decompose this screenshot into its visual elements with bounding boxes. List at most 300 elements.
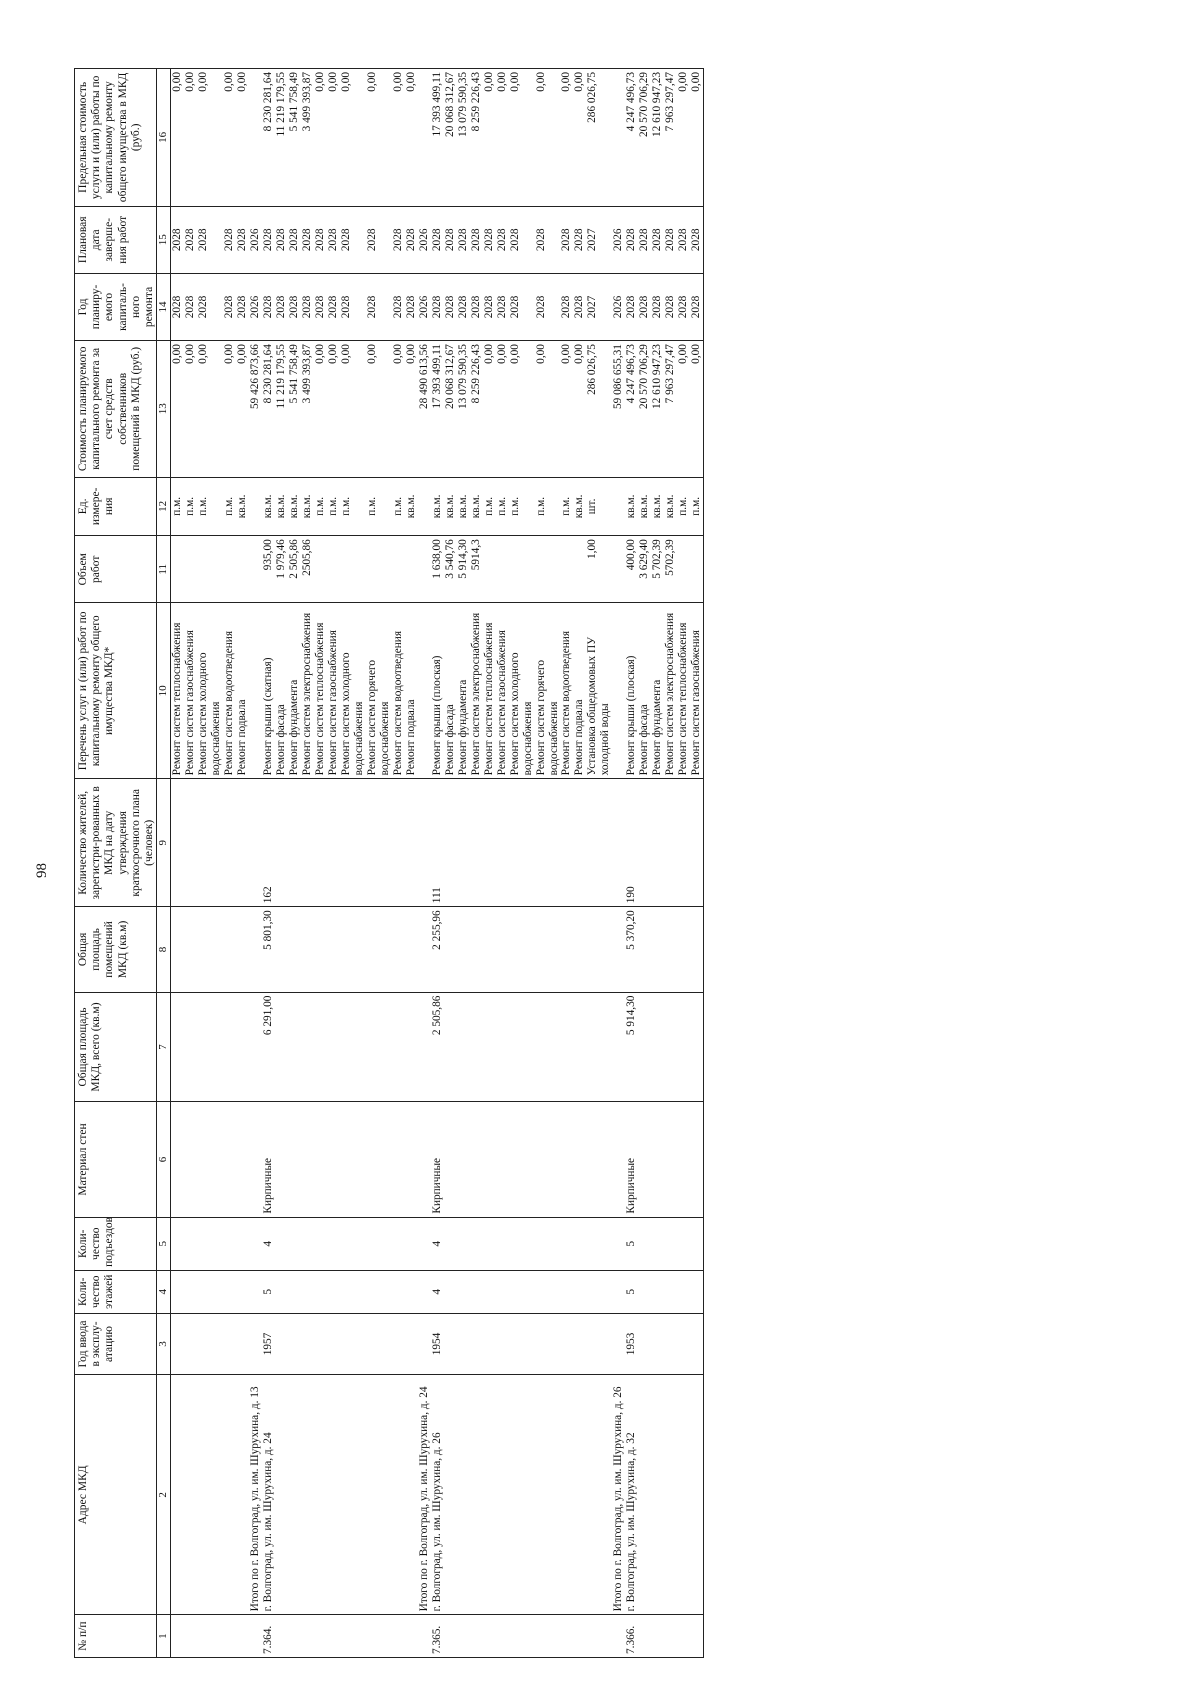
empty-cell [197, 1313, 223, 1375]
work-volume [197, 536, 223, 603]
total-label: Итого по г. Волгоград, ул. им. Шурухина, д. 24 [418, 1375, 431, 1615]
wall-material: Кирпичные [625, 1102, 638, 1217]
empty-cell [651, 1270, 664, 1313]
empty-cell [275, 1217, 288, 1270]
empty-cell [392, 1615, 405, 1658]
unit: кв.м. [651, 477, 664, 536]
empty-cell [301, 779, 314, 907]
empty-cell [638, 1375, 651, 1615]
total-end: 2026 [418, 206, 431, 273]
repair-year: 2028 [573, 273, 586, 340]
empty-cell [366, 1375, 392, 1615]
repair-year: 2028 [470, 273, 483, 340]
repair-year: 2028 [405, 273, 418, 340]
column-number: 6 [157, 1102, 171, 1217]
end-date: 2028 [327, 206, 340, 273]
empty-cell [612, 1313, 625, 1375]
work-type: Ремонт систем горячего водоснабжения [535, 603, 561, 779]
unit: кв.м. [457, 477, 470, 536]
table-row [560, 69, 573, 1658]
empty-cell [573, 1270, 586, 1313]
work-type: Ремонт крыши (скатная) [262, 603, 275, 779]
empty-cell [249, 779, 262, 907]
empty-cell [470, 1270, 483, 1313]
empty-cell [664, 1313, 677, 1375]
table-row [573, 69, 586, 1658]
unit: кв.м. [664, 477, 677, 536]
end-date: 2028 [573, 206, 586, 273]
empty-cell [612, 536, 625, 603]
empty-cell [249, 1270, 262, 1313]
empty-cell [496, 992, 509, 1102]
empty-cell [392, 1102, 405, 1217]
end-date: 2028 [340, 206, 366, 273]
cost: 4 247 496,73 [625, 341, 638, 478]
empty-cell [586, 779, 612, 907]
table-row [651, 69, 664, 1658]
table-row [690, 69, 703, 1658]
empty-cell [573, 779, 586, 907]
total-end: 2026 [249, 206, 262, 273]
work-type: Ремонт систем холодного водоснабжения [197, 603, 223, 779]
work-volume [184, 536, 197, 603]
column-header-6: Материал стен [75, 1102, 157, 1217]
total-row [418, 69, 431, 1658]
column-header-10: Перечень услуг и (или) работ по капитальному ремонту общего имущества МКД* [75, 603, 157, 779]
empty-cell [197, 907, 223, 992]
work-type: Ремонт фасада [275, 603, 288, 779]
cost: 0,00 [184, 341, 197, 478]
unit: п.м. [496, 477, 509, 536]
work-type: Ремонт систем холодного водоснабжения [340, 603, 366, 779]
area-total: 5 914,30 [625, 992, 638, 1102]
repair-year: 2028 [444, 273, 457, 340]
empty-cell [236, 1615, 249, 1658]
unit: кв.м. [262, 477, 275, 536]
empty-cell [236, 1375, 249, 1615]
empty-cell [197, 1270, 223, 1313]
limit-cost: 0,00 [223, 69, 236, 207]
empty-cell [470, 992, 483, 1102]
end-date: 2028 [392, 206, 405, 273]
empty-cell [197, 1615, 223, 1658]
work-volume: 1 638,00 [431, 536, 444, 603]
table-row [444, 69, 457, 1658]
empty-cell [392, 1270, 405, 1313]
entrances: 5 [625, 1217, 638, 1270]
column-header-9: Количество жителей, зарегистри-рованных в МКД на дату утверждения краткосрочного плана (человек) [75, 779, 157, 907]
cost: 13 079 590,35 [457, 341, 470, 478]
empty-cell [638, 1270, 651, 1313]
column-number: 3 [157, 1313, 171, 1375]
table-row [275, 69, 288, 1658]
work-type: Ремонт подвала [573, 603, 586, 779]
empty-cell [651, 992, 664, 1102]
end-date: 2028 [509, 206, 535, 273]
limit-cost: 0,00 [483, 69, 496, 207]
empty-cell [249, 1102, 262, 1217]
empty-cell [170, 1102, 183, 1217]
empty-cell [509, 1375, 535, 1615]
empty-cell [677, 1217, 690, 1270]
empty-cell [509, 907, 535, 992]
table-row [262, 69, 275, 1658]
work-volume: 5 914,30 [457, 536, 470, 603]
empty-cell [586, 992, 612, 1102]
empty-cell [612, 779, 625, 907]
table-body [170, 69, 703, 1658]
cost: 0,00 [573, 341, 586, 478]
empty-cell [314, 1313, 327, 1375]
unit: п.м. [535, 477, 561, 536]
repair-year: 2028 [677, 273, 690, 340]
total-year: 2026 [418, 273, 431, 340]
table-row [457, 69, 470, 1658]
cost: 0,00 [677, 341, 690, 478]
work-volume [405, 536, 418, 603]
empty-cell [677, 992, 690, 1102]
unit: п.м. [197, 477, 223, 536]
empty-cell [651, 1102, 664, 1217]
empty-cell [170, 1313, 183, 1375]
empty-cell [638, 779, 651, 907]
repair-year: 2028 [690, 273, 703, 340]
cost: 8 230 281,64 [262, 341, 275, 478]
column-number: 8 [157, 907, 171, 992]
empty-cell [327, 1270, 340, 1313]
empty-cell [586, 907, 612, 992]
repair-year: 2028 [483, 273, 496, 340]
table-row [301, 69, 314, 1658]
repair-year: 2028 [184, 273, 197, 340]
empty-cell [586, 1102, 612, 1217]
empty-cell [275, 1375, 288, 1615]
work-type: Ремонт систем теплоснабжения [677, 603, 690, 779]
empty-cell [301, 1270, 314, 1313]
work-volume: 2505,86 [301, 536, 314, 603]
empty-cell [366, 1615, 392, 1658]
empty-cell [236, 907, 249, 992]
repair-year: 2028 [327, 273, 340, 340]
wall-material: Кирпичные [431, 1102, 444, 1217]
work-type: Ремонт систем электроснабжения [470, 603, 483, 779]
work-volume: 5914,3 [470, 536, 483, 603]
end-date: 2028 [197, 206, 223, 273]
empty-cell [314, 992, 327, 1102]
work-volume [496, 536, 509, 603]
column-header-16: Предельная стоимость услуги и (или) работы по капитальному ремонту общего имущества в МКД (руб.) [75, 69, 157, 207]
end-date: 2028 [431, 206, 444, 273]
year-built: 1954 [431, 1313, 444, 1375]
column-number: 11 [157, 536, 171, 603]
column-header-3: Год ввода в эксплу-атацию [75, 1313, 157, 1375]
empty-cell [405, 1217, 418, 1270]
column-number: 10 [157, 603, 171, 779]
empty-cell [197, 992, 223, 1102]
repair-year: 2028 [170, 273, 183, 340]
empty-cell [288, 1102, 301, 1217]
table-row [184, 69, 197, 1658]
rotated-page [34, 68, 1174, 1658]
empty-cell [249, 536, 262, 603]
cost: 0,00 [236, 341, 249, 478]
empty-cell [573, 1102, 586, 1217]
empty-cell [457, 992, 470, 1102]
table-row [170, 69, 183, 1658]
empty-cell [509, 1313, 535, 1375]
table-row [664, 69, 677, 1658]
empty-cell [651, 1313, 664, 1375]
total-label: Итого по г. Волгоград, ул. им. Шурухина, д. 26 [612, 1375, 625, 1615]
column-header-5: Коли-чество подъездов [75, 1217, 157, 1270]
repair-year: 2028 [664, 273, 677, 340]
limit-cost: 3 499 393,87 [301, 69, 314, 207]
repair-year: 2028 [560, 273, 573, 340]
empty-cell [170, 779, 183, 907]
empty-cell [677, 1615, 690, 1658]
empty-cell [470, 1217, 483, 1270]
work-volume [677, 536, 690, 603]
empty-cell [223, 1313, 236, 1375]
empty-cell [509, 992, 535, 1102]
empty-cell [314, 907, 327, 992]
unit: п.м. [340, 477, 366, 536]
empty-cell [223, 907, 236, 992]
empty-cell [470, 1313, 483, 1375]
empty-cell [170, 907, 183, 992]
column-number: 7 [157, 992, 171, 1102]
empty-cell [690, 1375, 703, 1615]
empty-cell [249, 1313, 262, 1375]
empty-cell [690, 992, 703, 1102]
empty-cell [366, 1102, 392, 1217]
work-volume: 3 629,40 [638, 536, 651, 603]
empty-cell [573, 907, 586, 992]
empty-cell [586, 1270, 612, 1313]
empty-cell [444, 907, 457, 992]
work-type: Ремонт систем водоотведения [560, 603, 573, 779]
empty-cell [638, 1615, 651, 1658]
empty-cell [690, 779, 703, 907]
limit-cost: 0,00 [366, 69, 392, 207]
empty-cell [288, 1217, 301, 1270]
column-number: 15 [157, 206, 171, 273]
limit-cost: 7 963 297,47 [664, 69, 677, 207]
empty-cell [418, 1615, 431, 1658]
table-row [392, 69, 405, 1658]
end-date: 2028 [625, 206, 638, 273]
floors: 4 [431, 1270, 444, 1313]
empty-cell [677, 1375, 690, 1615]
end-date: 2028 [560, 206, 573, 273]
work-volume: 400,00 [625, 536, 638, 603]
table-row [509, 69, 535, 1658]
empty-cell [586, 1313, 612, 1375]
column-header-4: Коли-чество этажей [75, 1270, 157, 1313]
empty-cell [327, 1102, 340, 1217]
cost: 0,00 [340, 341, 366, 478]
cost: 20 068 312,67 [444, 341, 457, 478]
end-date: 2028 [223, 206, 236, 273]
empty-cell [288, 1375, 301, 1615]
empty-cell [457, 1313, 470, 1375]
cost: 0,00 [535, 341, 561, 478]
entrances: 4 [431, 1217, 444, 1270]
entrances: 4 [262, 1217, 275, 1270]
empty-cell [301, 992, 314, 1102]
empty-cell [184, 992, 197, 1102]
end-date: 2028 [301, 206, 314, 273]
empty-cell [418, 907, 431, 992]
empty-cell [535, 1217, 561, 1270]
work-volume: 935,00 [262, 536, 275, 603]
empty-cell [340, 1375, 366, 1615]
empty-cell [392, 907, 405, 992]
empty-cell [327, 992, 340, 1102]
column-number: 16 [157, 69, 171, 207]
empty-cell [236, 779, 249, 907]
empty-cell [184, 1313, 197, 1375]
empty-cell [366, 1217, 392, 1270]
empty-cell [457, 907, 470, 992]
empty-cell [664, 1375, 677, 1615]
empty-cell [496, 1102, 509, 1217]
empty-cell [223, 1615, 236, 1658]
limit-cost: 5 541 758,49 [288, 69, 301, 207]
empty-cell [573, 992, 586, 1102]
empty-cell [392, 992, 405, 1102]
limit-cost: 0,00 [496, 69, 509, 207]
empty-cell [483, 1270, 496, 1313]
work-type: Ремонт крыши (плоская) [625, 603, 638, 779]
work-type: Ремонт систем водоотведения [392, 603, 405, 779]
empty-cell [535, 1615, 561, 1658]
empty-cell [509, 1270, 535, 1313]
unit: п.м. [392, 477, 405, 536]
empty-cell [223, 1102, 236, 1217]
empty-cell [457, 1217, 470, 1270]
column-number: 14 [157, 273, 171, 340]
work-volume [392, 536, 405, 603]
cost: 0,00 [509, 341, 535, 478]
empty-cell [664, 779, 677, 907]
table-row [470, 69, 483, 1658]
empty-cell [418, 779, 431, 907]
limit-cost: 11 219 179,55 [275, 69, 288, 207]
empty-cell [612, 1615, 625, 1658]
empty-cell [301, 1375, 314, 1615]
address: г. Волгоград, ул. им. Шурухина, д. 32 [625, 1375, 638, 1615]
empty-cell [236, 1102, 249, 1217]
row-number: 7.366. [625, 1615, 638, 1658]
work-volume [690, 536, 703, 603]
repair-year: 2028 [509, 273, 535, 340]
empty-cell [366, 992, 392, 1102]
column-header-15: Плановая дата заверше-ния работ [75, 206, 157, 273]
limit-cost: 0,00 [197, 69, 223, 207]
work-type: Ремонт систем газоснабжения [327, 603, 340, 779]
empty-cell [560, 992, 573, 1102]
end-date: 2027 [586, 206, 612, 273]
empty-cell [405, 1375, 418, 1615]
empty-cell [184, 1102, 197, 1217]
residents: 190 [625, 779, 638, 907]
empty-cell [184, 907, 197, 992]
empty-cell [470, 1102, 483, 1217]
empty-cell [560, 779, 573, 907]
empty-cell [418, 1313, 431, 1375]
empty-cell [223, 992, 236, 1102]
work-type: Ремонт систем газоснабжения [690, 603, 703, 779]
work-type: Ремонт фундамента [457, 603, 470, 779]
cost: 0,00 [327, 341, 340, 478]
total-cost: 59 086 655,31 [612, 341, 625, 478]
empty-cell [586, 1217, 612, 1270]
header-row [75, 69, 157, 1658]
area-total: 6 291,00 [262, 992, 275, 1102]
unit: п.м. [677, 477, 690, 536]
floors: 5 [262, 1270, 275, 1313]
limit-cost: 20 068 312,67 [444, 69, 457, 207]
empty-cell [638, 1313, 651, 1375]
repair-year: 2028 [197, 273, 223, 340]
cost: 0,00 [690, 341, 703, 478]
work-type: Ремонт систем теплоснабжения [483, 603, 496, 779]
cost: 3 499 393,87 [301, 341, 314, 478]
empty-cell [638, 1102, 651, 1217]
cost: 0,00 [366, 341, 392, 478]
column-number: 4 [157, 1270, 171, 1313]
column-number: 2 [157, 1375, 171, 1615]
empty-cell [535, 1270, 561, 1313]
limit-cost: 0,00 [236, 69, 249, 207]
empty-cell [249, 603, 262, 779]
empty-cell [197, 1375, 223, 1615]
empty-cell [197, 779, 223, 907]
end-date: 2028 [262, 206, 275, 273]
empty-cell [288, 1270, 301, 1313]
table-row [223, 69, 236, 1658]
column-header-13: Стоимость планируемого капитального ремонта за счет средств собственников помещений в МКД (руб.) [75, 341, 157, 478]
empty-cell [573, 1313, 586, 1375]
empty-cell [170, 1270, 183, 1313]
cost: 286 026,75 [586, 341, 612, 478]
empty-cell [184, 1375, 197, 1615]
empty-cell [340, 992, 366, 1102]
repair-plan-table [74, 68, 704, 1658]
empty-cell [651, 1375, 664, 1615]
work-volume: 2 505,86 [288, 536, 301, 603]
work-volume [509, 536, 535, 603]
column-number: 12 [157, 477, 171, 536]
empty-cell [690, 1102, 703, 1217]
work-type: Ремонт систем теплоснабжения [314, 603, 327, 779]
empty-cell [664, 1217, 677, 1270]
empty-cell [664, 992, 677, 1102]
empty-cell [664, 907, 677, 992]
unit: п.м. [223, 477, 236, 536]
column-header-7: Общая площадь МКД, всего (кв.м) [75, 992, 157, 1102]
empty-cell [677, 779, 690, 907]
end-date: 2028 [483, 206, 496, 273]
repair-year: 2028 [457, 273, 470, 340]
empty-cell [170, 1375, 183, 1615]
empty-cell [483, 1615, 496, 1658]
cost: 0,00 [496, 341, 509, 478]
work-type: Ремонт подвала [236, 603, 249, 779]
empty-cell [327, 1615, 340, 1658]
empty-cell [496, 1217, 509, 1270]
